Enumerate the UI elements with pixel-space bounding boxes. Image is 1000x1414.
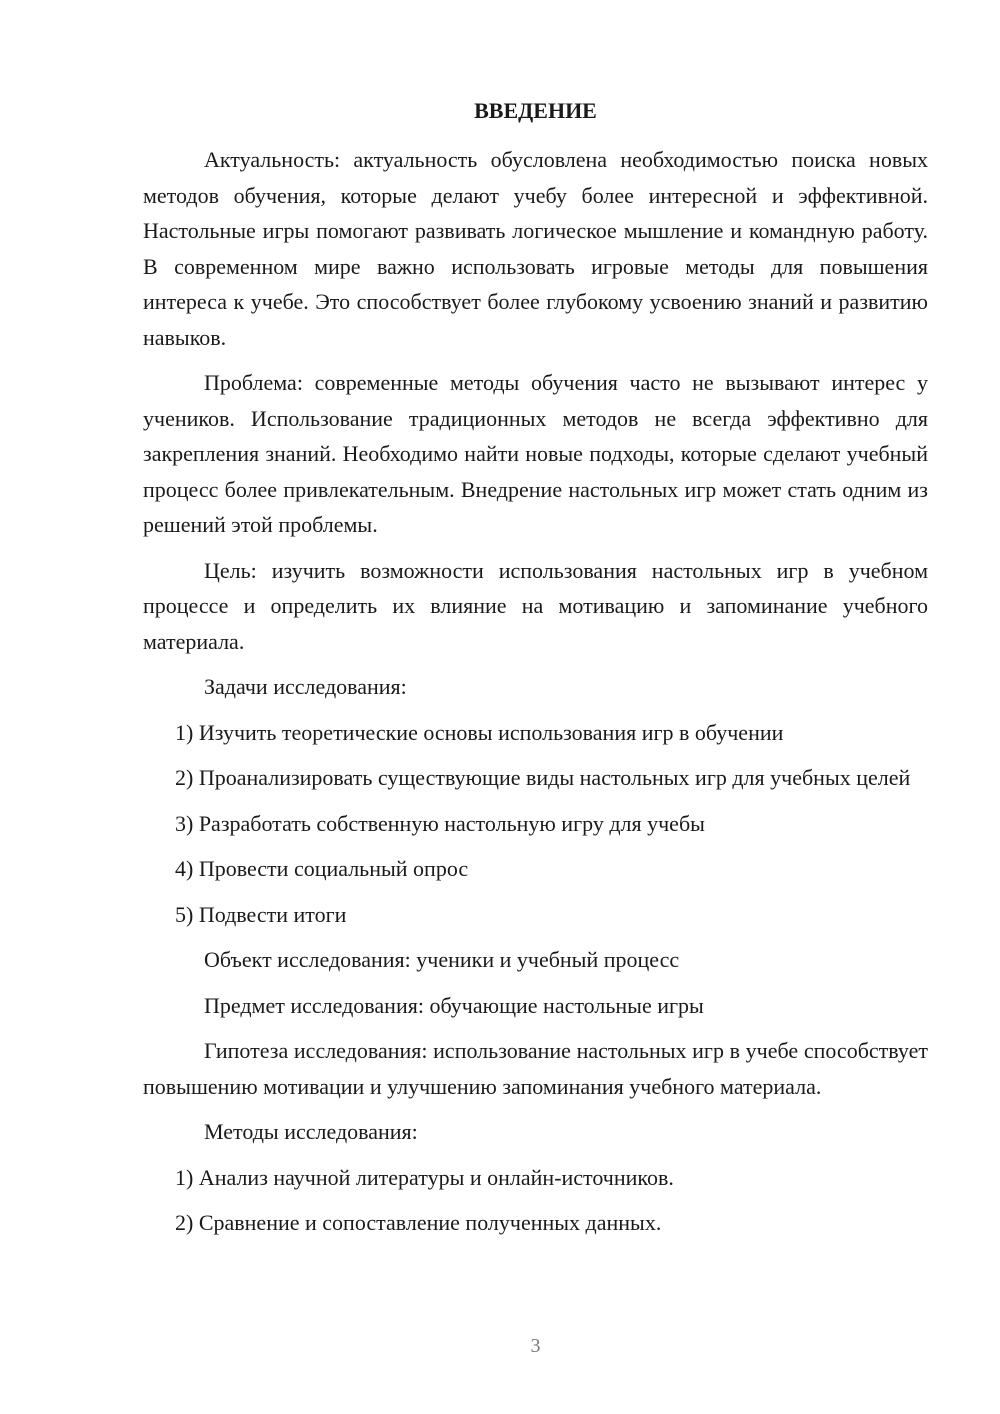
task-item-1: 1) Изучить теоретические основы использования игр в обучении — [175, 719, 784, 745]
document-page — [143, 0, 928, 1414]
relevance-paragraph: Актуальность: актуальность обусловлена необходимостью поиска новых методов обучения, которые делают учебу более интересной и эффективной. Настольные игры помогают развивать логическое мышление и командную работу. В современном мире важно использовать игровые методы для повышения интереса к учебе. Это способствует более глубокому усвоению знаний и развитию навыков. — [143, 147, 928, 350]
goal-paragraph: Цель: изучить возможности использования настольных игр в учебном процессе и определить их влияние на мотивацию и запоминание учебного материала. — [143, 557, 928, 654]
method-item-1: 1) Анализ научной литературы и онлайн-источников. — [175, 1164, 674, 1190]
task-item-5: 5) Подвести итоги — [175, 901, 347, 927]
task-item-3: 3) Разработать собственную настольную игру для учебы — [175, 810, 705, 836]
problem-paragraph: Проблема: современные методы обучения часто не вызывают интерес у учеников. Использование традиционных методов не всегда эффективно для закрепления знаний. Необходимо найти новые подходы, которые сделают учебный процесс более привлекательным. Внедрение настольных игр может стать одним из решений этой проблемы. — [143, 370, 928, 537]
page-title: ВВЕДЕНИЕ — [474, 98, 597, 123]
method-item-2: 2) Сравнение и сопоставление полученных данных. — [175, 1210, 662, 1235]
methods-heading: Методы исследования: — [204, 1119, 418, 1144]
tasks-heading: Задачи исследования: — [204, 674, 407, 699]
research-hypothesis: Гипотеза исследования: использование настольных игр в учебе способствует повышению мотивации и улучшению запоминания учебного материала. — [143, 1038, 928, 1099]
research-subject: Предмет исследования: обучающие настольные игры — [204, 992, 704, 1018]
task-item-4: 4) Провести социальный опрос — [175, 856, 469, 881]
research-object: Объект исследования: ученики и учебный процесс — [204, 947, 680, 972]
page-number: 3 — [530, 1335, 541, 1357]
task-item-2: 2) Проанализировать существующие виды настольных игр для учебных целей — [175, 765, 911, 790]
document-body — [143, 142, 928, 1251]
